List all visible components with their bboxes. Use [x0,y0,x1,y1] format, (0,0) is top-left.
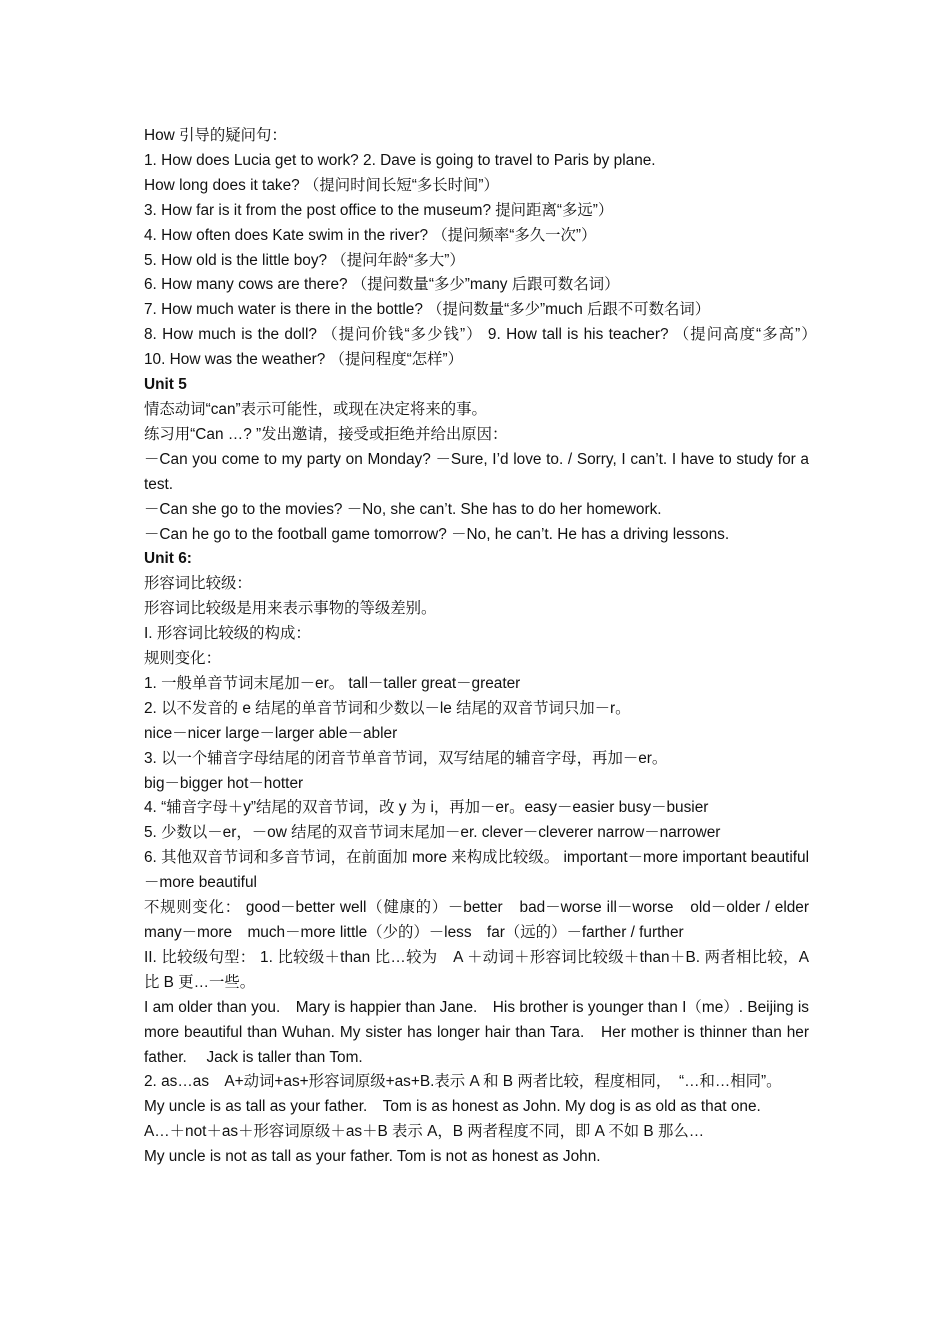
section-title-how-questions: How 引导的疑问句： [144,127,287,144]
text-line: I. 形容词比较级的构成： [144,625,311,643]
text-line: －Can she go to the movies? －No, she can’t. She has to do her homework. [144,500,662,518]
text-paragraph: My uncle is as tall as your father. Tom is as honest as John. My dog is as old as that one. [144,1098,761,1116]
document-page [144,124,829,1170]
text-paragraph: 不规则变化： good－better well（健康的）－better bad－worse ill－worse old－older / elder many－more much－more little（少的）－less far（远的）－farther / further [144,899,809,941]
text-line: －Can he go to the football game tomorrow? －No, he can’t. He has a driving lessons. [144,525,730,543]
text-paragraph: II. 比较级句型： 1. 比较级＋than 比…较为 A ＋动词＋形容词比较级＋than＋B. 两者相比较，A 比 B 更…一些。 [144,948,809,991]
text-line: 6. How many cows are there? （提问数量“多少”many 后跟可数名词） [144,276,620,294]
text-paragraph: I am older than you. Mary is happier than Jane. His brother is younger than I（me）. Beijing is more beautiful than Wuhan. My sister has longer hair than Tara. Her mother is thinner than her father. Jack is taller than Tom. [144,998,809,1066]
text-line: 5. How old is the little boy? （提问年龄“多大”） [144,251,465,269]
text-line: 形容词比较级： [144,575,252,593]
text-line: 情态动词“can”表示可能性，或现在决定将来的事。 [144,400,487,418]
text-line: 规则变化： [144,650,221,668]
unit-6-heading: Unit 6: [144,550,192,568]
text-line: 1. 一般单音节词末尾加－er。 tall－taller great－greater [144,674,521,692]
text-line: 1. How does Lucia get to work? 2. Dave is going to travel to Paris by plane. [144,151,656,169]
text-line: 3. 以一个辅音字母结尾的闭音节单音节词，双写结尾的辅音字母，再加－er。 [144,749,668,767]
text-line: 2. 以不发音的 e 结尾的单音节词和少数以－le 结尾的双音节词只加－r。 [144,699,631,717]
text-line: 7. How much water is there in the bottle? （提问数量“多少”much 后跟不可数名词） [144,301,711,319]
text-line: 5. 少数以－er，－ow 结尾的双音节词末尾加－er. clever－cleverer narrow－narrower [144,824,721,842]
text-line: My uncle is not as tall as your father. Tom is not as honest as John. [144,1148,601,1166]
text-line: 4. “辅音字母＋y”结尾的双音节词，改 y 为 i，再加－er。easy－easier busy－busier [144,799,709,817]
text-paragraph: 8. How much is the doll? （提问价钱“多少钱”） 9. How tall is his teacher? （提问高度“多高”） 10. How was the weather? （提问程度“怎样”） [144,326,829,369]
text-line: 练习用“Can …? ”发出邀请，接受或拒绝并给出原因： [144,425,508,443]
text-paragraph: －Can you come to my party on Monday? －Sure, I’d love to. / Sorry, I can’t. I have to study for a test. [144,450,809,493]
text-line: A…＋not＋as＋形容词原级＋as＋B 表示 A，B 两者程度不同，即 A 不如 B 那么… [144,1123,705,1141]
text-paragraph: 6. 其他双音节词和多音节词，在前面加 more 来构成比较级。 important－more important beautiful－more beautiful [144,849,809,892]
unit-5-heading: Unit 5 [144,376,187,394]
text-line: 4. How often does Kate swim in the river? （提问频率“多久一次”） [144,226,597,244]
text-line: 3. How far is it from the post office to the museum? 提问距离“多远”） [144,201,614,219]
text-line: nice－nicer large－larger able－abler [144,724,398,742]
text-line: How long does it take? （提问时间长短“多长时间”） [144,176,499,194]
text-paragraph: 2. as…as A+动词+as+形容词原级+as+B.表示 A 和 B 两者比较，程度相同， “…和…相同”。 [144,1073,782,1091]
text-line: 形容词比较级是用来表示事物的等级差别。 [144,600,437,618]
text-line: big－bigger hot－hotter [144,774,304,792]
